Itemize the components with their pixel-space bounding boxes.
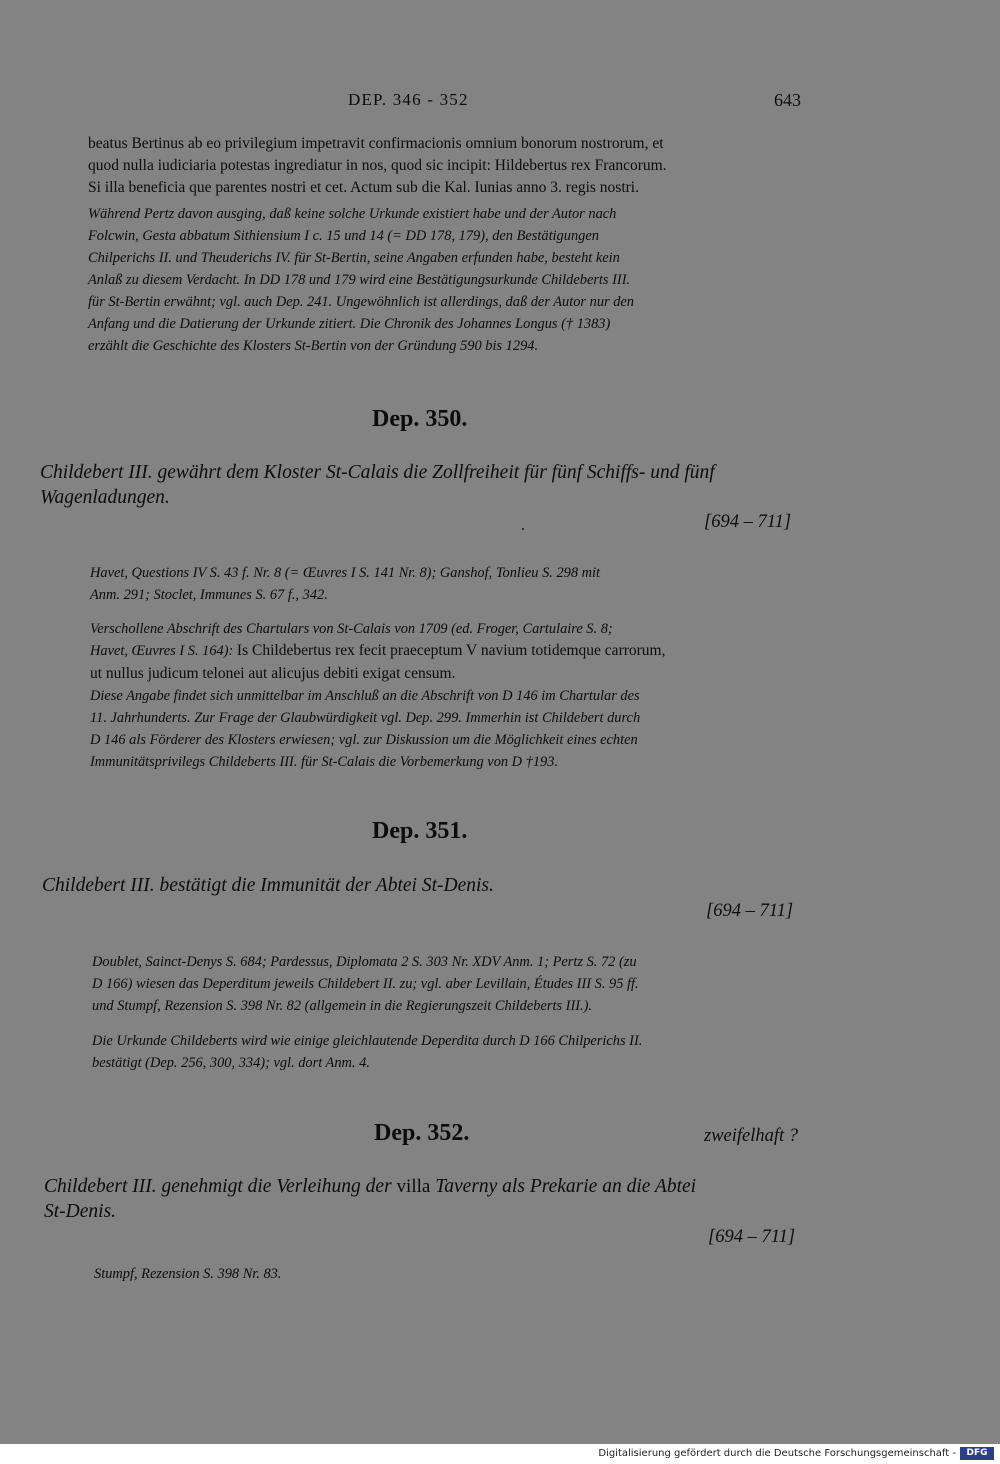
intro-commentary-4: Anlaß zu diesem Verdacht. In DD 178 und 179 wird eine Bestätigungsurkunde Childeberts III. [88,272,631,288]
dep-351-literature-3: und Stumpf, Rezension S. 398 Nr. 82 (allgemein in die Regierungszeit Childeberts III.). [92,998,593,1014]
scan-speck [522,528,524,530]
dep-350-commentary-3: D 146 als Förderer des Klosters erwiesen; vgl. zur Diskussion um die Möglichkeit eines echten [90,732,638,748]
intro-latin-3: Si illa beneficia que parentes nostri et cet. Actum sub die Kal. Iunias anno 3. regis nostri. [88,179,639,196]
dep-352-summary-1a: Childebert III. genehmigt die Verleihung der [44,1176,397,1197]
dep-351-literature-1: Doublet, Sainct-Denys S. 684; Pardessus, Diplomata 2 S. 303 Nr. XDV Anm. 1; Pertz S. 72 (zu [92,954,637,970]
dep-350-summary-1: Childebert III. gewährt dem Kloster St-Calais die Zollfreiheit für fünf Schiffs- und fünf [40,462,715,483]
intro-commentary-3: Chilperichs II. und Theuderichs IV. für St-Bertin, seine Angaben erfunden habe, besteht kein [88,250,620,266]
intro-latin-2: quod nulla iudiciaria potestas ingrediatur in nos, quod sic incipit: Hildebertus rex Francorum. [88,157,667,174]
dep-352-literature: Stumpf, Rezension S. 398 Nr. 83. [94,1266,282,1282]
dep-351-literature-2: D 166) wiesen das Deperditum jeweils Childebert II. zu; vgl. aber Levillain, Études III S. 95 ff. [92,976,639,992]
dep-350-source-2 [90,640,665,663]
dep-350-literature-2: Anm. 291; Stoclet, Immunes S. 67 f., 342. [90,587,328,603]
intro-commentary-6: Anfang und die Datierung der Urkunde zitiert. Die Chronik des Johannes Longus († 1383) [88,316,611,332]
dep-350-source-2-quote: Is Childebertus rex fecit praeceptum V navium totidemque carrorum, [236,642,666,659]
footer-credit: Digitalisierung gefördert durch die Deutsche Forschungsgemeinschaft - [598,1448,956,1459]
dep-352-date: [694 – 711] [708,1227,796,1247]
dep-352-summary-2: St-Denis. [44,1201,117,1222]
dep-351-summary: Childebert III. bestätigt die Immunität der Abtei St-Denis. [42,875,494,896]
dfg-logo: DFG [960,1447,994,1460]
dep-350-date: [694 – 711] [704,512,792,532]
dep-350-source-1: Verschollene Abschrift des Chartulars von St-Calais von 1709 (ed. Froger, Cartulaire S. 8; [90,621,613,637]
heading-dep-350: Dep. 350. [372,406,468,432]
dep-350-commentary-4: Immunitätsprivilegs Childeberts III. für St-Calais die Vorbemerkung von D †193. [90,754,559,770]
dep-350-summary-2: Wagenladungen. [40,487,170,508]
dep-352-doubt-note: zweifelhaft ? [704,1126,799,1146]
intro-commentary-5: für St-Bertin erwähnt; vgl. auch Dep. 241. Ungewöhnlich ist allerdings, daß der Autor nur den [88,294,635,310]
heading-dep-351: Dep. 351. [372,818,468,844]
digitization-footer [0,1444,1000,1464]
dep-351-commentary-2: bestätigt (Dep. 256, 300, 334); vgl. dort Anm. 4. [92,1055,370,1071]
dep-350-commentary-1: Diese Angabe findet sich unmittelbar im Anschluß an die Abschrift von D 146 im Chartular des [90,688,640,704]
dep-350-literature-1: Havet, Questions IV S. 43 f. Nr. 8 (= Œuvres I S. 141 Nr. 8); Ganshof, Tonlieu S. 298 mit [90,565,601,581]
dep-351-date: [694 – 711] [706,901,794,921]
dep-352-summary-1 [44,1174,696,1199]
dep-350-commentary-2: 11. Jahrhunderts. Zur Frage der Glaubwürdigkeit vgl. Dep. 299. Immerhin ist Childebert durch [90,710,641,726]
dep-352-summary-villa: villa [396,1176,431,1197]
dep-350-source-2-citation: Havet, Œuvres I S. 164): [90,643,237,659]
intro-latin-1: beatus Bertinus ab eo privilegium impetravit confirmacionis omnium bonorum nostrorum, et [88,135,664,152]
dep-350-source-3: ut nullus judicum telonei aut alicujus debiti exigat censum. [90,665,456,682]
intro-commentary-2: Folcwin, Gesta abbatum Sithiensium I c. 15 und 14 (= DD 178, 179), den Bestätigungen [88,228,599,244]
intro-commentary-7: erzählt die Geschichte des Klosters St-Bertin von der Gründung 590 bis 1294. [88,338,539,354]
dep-351-commentary-1: Die Urkunde Childeberts wird wie einige gleichlautende Deperdita durch D 166 Chilperichs II. [92,1033,643,1049]
dep-352-summary-1c: Taverny als Prekarie an die Abtei [430,1176,697,1197]
page-number: 643 [774,90,801,110]
heading-dep-352: Dep. 352. [374,1120,470,1146]
running-head: DEP. 346 - 352 [348,90,469,109]
intro-commentary-1: Während Pertz davon ausging, daß keine solche Urkunde existiert habe und der Autor nach [88,206,617,222]
